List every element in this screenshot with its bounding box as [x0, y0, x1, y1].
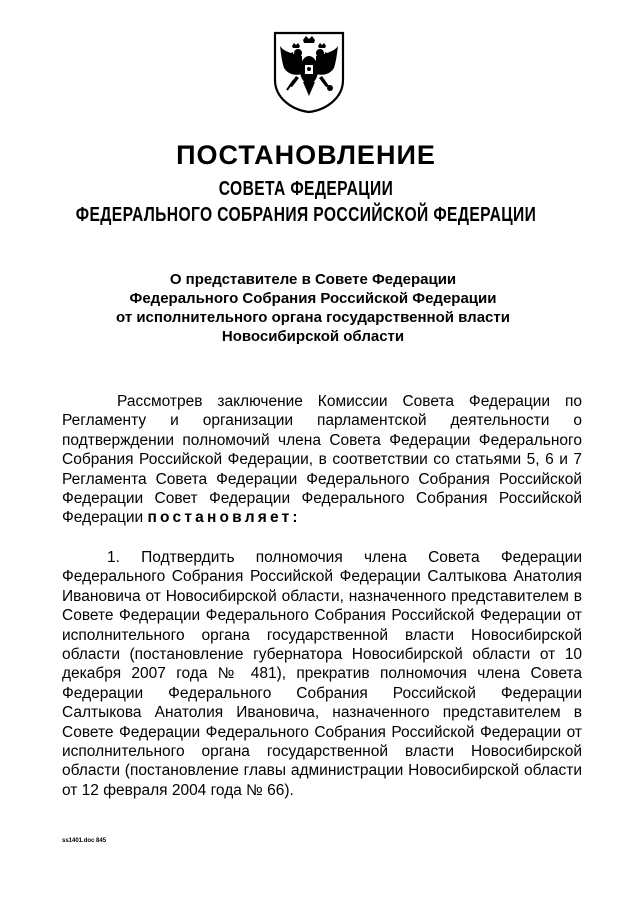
issuer-line-1: СОВЕТА ФЕДЕРАЦИИ: [218, 178, 394, 200]
preamble-paragraph: [62, 392, 582, 528]
heading-line: от исполнительного органа государственной власти: [116, 309, 510, 326]
coat-of-arms-icon: [272, 30, 346, 114]
heading-line: О представителе в Совете Федерации: [169, 271, 457, 288]
preamble-text: Рассмотрев заключение Комиссии Совета Федерации по Регламенту и организации парламентской деятельности о подтверждении полномочий члена Совета Федерации Федерального Собрания Российской Федерации, в соответствии со статьями 5, 6 и 7 Регламента Совета Федерации Федерального Собрания Российской Федерации Совет Федерации Федерального Собрания Российской Федерации: [62, 393, 582, 527]
clause-1-paragraph: 1. Подтвердить полномочия члена Совета Федерации Федерального Собрания Российской Федерации Салтыкова Анатолия Ивановича от Новосибирской области, назначенного представителем в Совете Федерации Федерального Собрания Российской Федерации от исполнительного органа государственной власти Новосибирской области (постановление губернатора Новосибирской области от 10 декабря 2007 года № 481), прекратив полномочия члена Совета Федерации Федерального Собрания Российской Федерации Салтыкова Анатолия Ивановича, назначенного представителем в Совете Федерации Федерального Собрания Российской Федерации от исполнительного органа государственной власти Новосибирской области (постановление главы администрации Новосибирской области от 12 февраля 2004 года № 66).: [62, 549, 582, 799]
issuer-line-2: ФЕДЕРАЛЬНОГО СОБРАНИЯ РОССИЙСКОЙ ФЕДЕРАЦИИ: [75, 204, 537, 226]
document-heading: [60, 270, 566, 346]
file-marker: ss1401.doc 845: [62, 838, 107, 844]
heading-line: Федерального Собрания Российской Федерации: [129, 290, 497, 307]
heading-line: Новосибирской области: [221, 328, 405, 345]
decree-word: постановляет:: [147, 509, 301, 527]
document-title: ПОСТАНОВЛЕНИЕ: [176, 140, 436, 170]
